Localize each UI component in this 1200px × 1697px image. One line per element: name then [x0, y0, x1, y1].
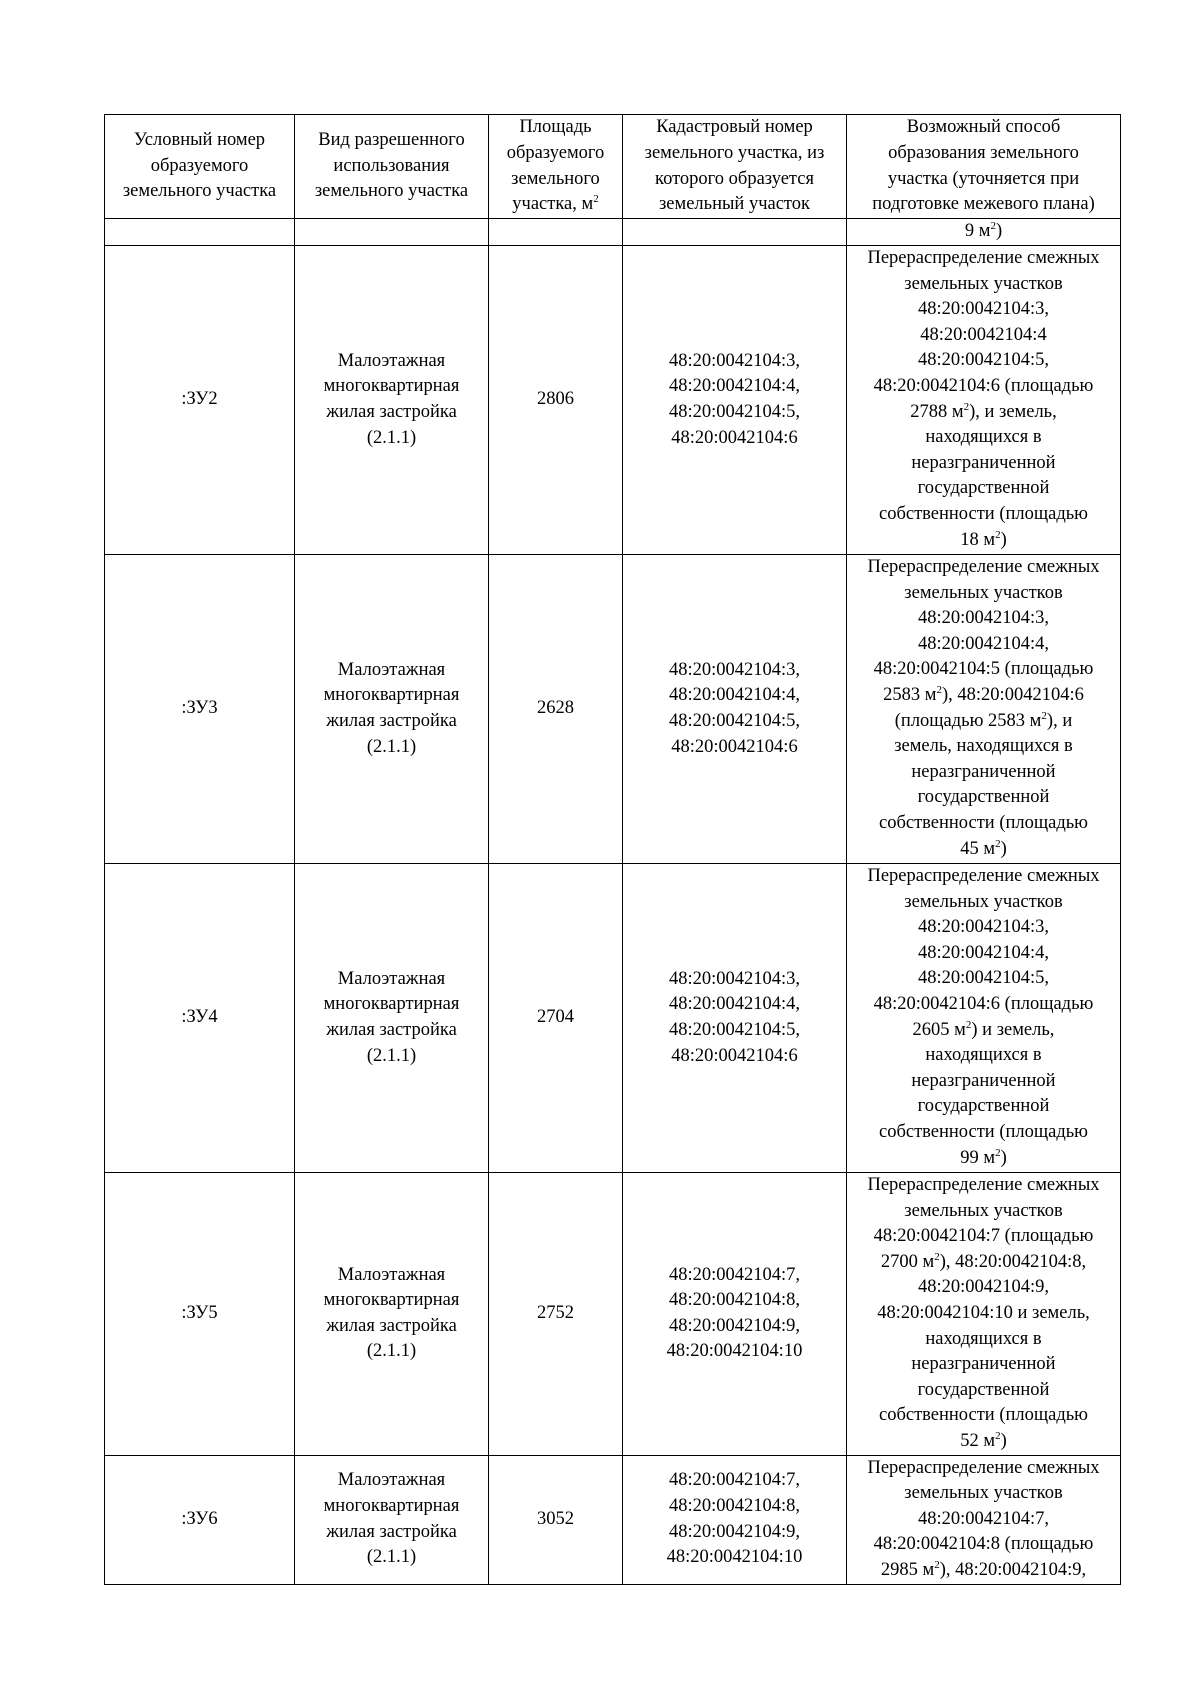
formation-method-line: 2788 $м^2$), и земель, — [910, 400, 1057, 422]
formation-method-line: 48:20:0042104:4, — [917, 942, 1050, 963]
continuation-row — [105, 219, 1121, 246]
permitted-use-line: жилая застройка — [326, 1020, 457, 1040]
cadastral-cell — [623, 864, 847, 1173]
formation-method-line: неразграниченной — [911, 1070, 1056, 1091]
permitted-use-cell — [295, 555, 489, 864]
area-cell — [489, 864, 623, 1173]
formation-method-line: 2583 $м^2$), 48:20:0042104:6 — [883, 683, 1084, 705]
formation-method-line: (площадью 2583 $м^2$), и — [894, 709, 1073, 731]
cadastral-number: 48:20:0042104:8, — [668, 1495, 801, 1516]
formation-method-line: земельных участков — [904, 1483, 1063, 1504]
cadastral-number: 48:20:0042104:4, — [668, 994, 801, 1015]
area-cell — [489, 1455, 623, 1584]
formation-method-cell — [847, 555, 1121, 864]
formation-method-line: 2985 $м^2$), 48:20:0042104:9, — [880, 1558, 1087, 1580]
area-value: 3052 — [537, 1508, 574, 1529]
area-value: 2704 — [537, 1007, 574, 1028]
formation-method-line: находящихся в — [925, 1328, 1042, 1349]
land-plots-table — [104, 114, 1121, 1585]
area-cell — [489, 555, 623, 864]
permitted-use-cell — [295, 246, 489, 555]
formation-method-line: Перераспределение смежных — [867, 557, 1100, 577]
formation-method-line: находящихся в — [925, 427, 1042, 448]
permitted-use-line: (2.1.1) — [366, 1341, 417, 1362]
formation-method-line: собственности (площадью — [878, 812, 1088, 833]
formation-method-line: 45 $м^2$) — [960, 837, 1007, 859]
formation-method-line: 48:20:0042104:7, — [917, 1508, 1050, 1529]
cadastral-cell — [623, 1455, 847, 1584]
formation-method-line: собственности (площадью — [878, 1121, 1088, 1142]
cadastral-number: 48:20:0042104:7, — [668, 1470, 801, 1491]
plot-number: :ЗУ4 — [181, 1007, 218, 1028]
formation-method-line: 48:20:0042104:3, — [917, 608, 1050, 629]
formation-method-line: 48:20:0042104:9, — [917, 1277, 1050, 1298]
area-value: 2752 — [537, 1302, 574, 1323]
permitted-use-line: (2.1.1) — [366, 736, 417, 757]
table-row — [105, 246, 1121, 555]
permitted-use-line: (2.1.1) — [366, 1045, 417, 1066]
formation-method-line: собственности (площадью — [878, 1405, 1088, 1426]
formation-method-line: земельных участков — [904, 891, 1063, 912]
formation-method-line: 2605 $м^2$) и земель, — [912, 1018, 1055, 1040]
header-permitted-use: Вид разрешенного использования земельного участка — [295, 115, 489, 219]
continuation-cell: 9 $м^2$) — [847, 219, 1121, 246]
formation-method-line: 48:20:0042104:4, — [917, 633, 1050, 654]
formation-method-line: 48:20:0042104:3, — [917, 299, 1050, 320]
formation-method-line: государственной — [917, 478, 1050, 499]
permitted-use-cell — [295, 1173, 489, 1456]
area-cell — [489, 1173, 623, 1456]
plot-number: :ЗУ6 — [181, 1508, 218, 1529]
permitted-use-line: многоквартирная — [323, 1495, 460, 1516]
cadastral-number: 48:20:0042104:10 — [666, 1547, 803, 1568]
cadastral-cell — [623, 1173, 847, 1456]
formation-method-line: 99 $м^2$) — [960, 1146, 1007, 1168]
formation-method-line: 48:20:0042104:5 (площадью — [873, 659, 1094, 680]
cadastral-number: 48:20:0042104:5, — [668, 711, 801, 731]
formation-method-line: 48:20:0042104:5, — [917, 350, 1050, 371]
formation-method-line: Перераспределение смежных — [867, 1457, 1100, 1478]
cadastral-number: 48:20:0042104:6 — [671, 736, 798, 757]
cadastral-cell — [623, 246, 847, 555]
plot-number-cell — [105, 1455, 295, 1584]
plot-number-cell — [105, 864, 295, 1173]
formation-method-line: Перераспределение смежных — [867, 1175, 1100, 1195]
cadastral-number: 48:20:0042104:9, — [668, 1315, 801, 1336]
permitted-use-line: жилая застройка — [326, 1521, 457, 1542]
formation-method-line: земельных участков — [904, 273, 1063, 294]
formation-method-line: земель, находящихся в — [894, 736, 1073, 757]
formation-method-line: 48:20:0042104:5, — [917, 968, 1050, 989]
permitted-use-line: Малоэтажная — [337, 968, 446, 989]
permitted-use-line: жилая застройка — [326, 711, 457, 731]
formation-method-line: собственности (площадью — [878, 503, 1088, 524]
plot-number: :ЗУ3 — [181, 698, 218, 719]
permitted-use-line: Малоэтажная — [337, 1470, 446, 1491]
area-value: 2806 — [537, 389, 574, 410]
plot-number-cell — [105, 555, 295, 864]
cadastral-number: 48:20:0042104:5, — [668, 1020, 801, 1040]
formation-method-line: Перераспределение смежных — [867, 866, 1100, 886]
permitted-use-line: многоквартирная — [323, 376, 460, 397]
permitted-use-line: Малоэтажная — [337, 659, 446, 680]
cadastral-number: 48:20:0042104:3, — [668, 659, 801, 680]
cadastral-number: 48:20:0042104:7, — [668, 1264, 801, 1285]
formation-method-line: 48:20:0042104:3, — [917, 917, 1050, 938]
formation-method-line: 48:20:0042104:4 — [920, 324, 1047, 345]
plot-number-cell — [105, 1173, 295, 1456]
cadastral-number: 48:20:0042104:9, — [668, 1521, 801, 1542]
cadastral-number: 48:20:0042104:6 — [671, 427, 798, 448]
plot-number: :ЗУ2 — [181, 389, 218, 410]
formation-method-line: 48:20:0042104:7 (площадью — [873, 1226, 1094, 1247]
plot-number: :ЗУ5 — [181, 1302, 218, 1323]
cadastral-cell — [623, 555, 847, 864]
formation-method-cell — [847, 864, 1121, 1173]
cadastral-number: 48:20:0042104:4, — [668, 685, 801, 706]
formation-method-line: 18 $м^2$) — [960, 528, 1007, 550]
permitted-use-cell — [295, 1455, 489, 1584]
formation-method-line: 52 $м^2$) — [960, 1429, 1007, 1451]
permitted-use-line: Малоэтажная — [337, 350, 446, 371]
permitted-use-line: многоквартирная — [323, 994, 460, 1015]
formation-method-cell — [847, 1455, 1121, 1584]
formation-method-cell — [847, 246, 1121, 555]
cadastral-number: 48:20:0042104:10 — [666, 1341, 803, 1362]
table-row — [105, 1173, 1121, 1456]
formation-method-line: находящихся в — [925, 1045, 1042, 1066]
permitted-use-line: (2.1.1) — [366, 1547, 417, 1568]
formation-method-line: 48:20:0042104:8 (площадью — [873, 1534, 1094, 1555]
area-cell — [489, 246, 623, 555]
formation-method-line: Перераспределение смежных — [867, 248, 1100, 268]
header-cadastral-number: Кадастровый номер земельного участка, из которого образуется земельный участок — [623, 115, 847, 219]
table-row — [105, 555, 1121, 864]
cadastral-number: 48:20:0042104:5, — [668, 402, 801, 422]
formation-method-line: 48:20:0042104:6 (площадью — [873, 375, 1094, 396]
permitted-use-line: Малоэтажная — [337, 1264, 446, 1285]
formation-method-line: земельных участков — [904, 582, 1063, 603]
cadastral-number: 48:20:0042104:3, — [668, 968, 801, 989]
cadastral-number: 48:20:0042104:6 — [671, 1045, 798, 1066]
permitted-use-line: жилая застройка — [326, 402, 457, 422]
permitted-use-line: жилая застройка — [326, 1315, 457, 1336]
permitted-use-cell — [295, 864, 489, 1173]
header-row — [105, 115, 1121, 219]
permitted-use-line: многоквартирная — [323, 1290, 460, 1311]
cadastral-number: 48:20:0042104:4, — [668, 376, 801, 397]
cadastral-number: 48:20:0042104:8, — [668, 1290, 801, 1311]
plot-number-cell — [105, 246, 295, 555]
formation-method-cell — [847, 1173, 1121, 1456]
formation-method-line: 2700 $м^2$), 48:20:0042104:8, — [880, 1250, 1087, 1272]
formation-method-line: неразграниченной — [911, 452, 1056, 473]
header-formation-method: Возможный способ образования земельного участка (уточняется при подготовке межевого плана) — [847, 115, 1121, 219]
formation-method-line: земельных участков — [904, 1200, 1063, 1221]
formation-method-line: неразграниченной — [911, 1354, 1056, 1375]
header-plot-number: Условный номер образуемого земельного участка — [105, 115, 295, 219]
formation-method-line: государственной — [917, 1379, 1050, 1400]
header-area: Площадь образуемого земельного участка, $м^2$ — [489, 115, 623, 219]
cadastral-number: 48:20:0042104:3, — [668, 350, 801, 371]
formation-method-line: неразграниченной — [911, 761, 1056, 782]
table-row — [105, 1455, 1121, 1584]
permitted-use-line: (2.1.1) — [366, 427, 417, 448]
formation-method-line: государственной — [917, 787, 1050, 808]
formation-method-line: 48:20:0042104:10 и земель, — [877, 1302, 1090, 1323]
formation-method-line: государственной — [917, 1096, 1050, 1117]
formation-method-line: 48:20:0042104:6 (площадью — [873, 993, 1094, 1014]
area-value: 2628 — [537, 698, 574, 719]
permitted-use-line: многоквартирная — [323, 685, 460, 706]
table-row — [105, 864, 1121, 1173]
